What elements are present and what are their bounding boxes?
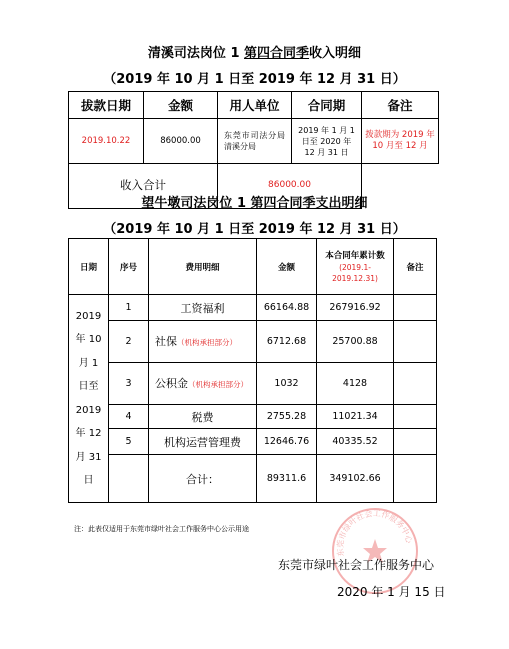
expense-amount: 6712.68 bbox=[257, 321, 317, 363]
expense-date-cell bbox=[69, 295, 109, 503]
expense-header-remark: 备注 bbox=[394, 239, 437, 295]
expense-item: 机构运营管理费 bbox=[149, 429, 257, 455]
expense-date-line: 月 31 bbox=[75, 451, 102, 463]
expense-item-note: （机构承担部分） bbox=[177, 337, 237, 347]
expense-date-line: 2019 bbox=[75, 310, 102, 322]
expense-item: 税费 bbox=[149, 405, 257, 429]
expense-remark bbox=[394, 405, 437, 429]
expense-title-suffix: 支出明细 bbox=[315, 196, 368, 211]
expense-amount: 1032 bbox=[257, 363, 317, 405]
expense-total-row bbox=[69, 455, 437, 503]
income-header-contract: 合同期 bbox=[292, 92, 362, 119]
expense-header-amount: 金额 bbox=[257, 239, 317, 295]
income-total-value: 86000.00 bbox=[218, 164, 362, 209]
income-unit: 东莞市司法分局清溪分局 bbox=[218, 119, 292, 164]
expense-remark bbox=[394, 363, 437, 405]
income-header-date: 拔款日期 bbox=[69, 92, 144, 119]
expense-seq: 1 bbox=[109, 295, 149, 321]
expense-total-amount: 89311.6 bbox=[257, 455, 317, 503]
income-remark: 拨款期为 2019 年 10 月至 12 月 bbox=[362, 119, 439, 164]
expense-item-note: （机构承担部分） bbox=[188, 379, 248, 389]
expense-header-seq: 序号 bbox=[109, 239, 149, 295]
expense-amount: 2755.28 bbox=[257, 405, 317, 429]
expense-item bbox=[149, 321, 257, 363]
expense-header-cumulative bbox=[317, 239, 394, 295]
expense-table bbox=[68, 238, 437, 503]
expense-title-prefix: 望牛墩司法岗位 1 bbox=[141, 196, 251, 211]
expense-total-remark bbox=[394, 455, 437, 503]
expense-title-contract-season: 第四合同季 bbox=[250, 196, 316, 211]
signature-org: 东莞市绿叶社会工作服务中心 bbox=[278, 558, 435, 572]
expense-item bbox=[149, 363, 257, 405]
footnote: 注：此表仅适用于东莞市绿叶社会工作服务中心公示用途 bbox=[74, 525, 249, 533]
expense-date-line: 年 12 bbox=[75, 428, 102, 439]
expense-cumulative: 267916.92 bbox=[317, 295, 394, 321]
signature-date: 2020 年 1 月 15 日 bbox=[337, 585, 446, 599]
income-title-contract-season: 第四合同季 bbox=[244, 46, 310, 61]
income-title-prefix: 清溪司法岗位 1 bbox=[147, 46, 245, 61]
income-table bbox=[68, 91, 439, 209]
income-contract: 2019 年 1 月 1 日至 2020 年 12 月 31 日 bbox=[292, 119, 362, 164]
expense-row-3 bbox=[69, 363, 437, 405]
expense-item: 工资福利 bbox=[149, 295, 257, 321]
income-title-suffix: 收入明细 bbox=[309, 46, 362, 61]
income-header-amount: 金额 bbox=[144, 92, 218, 119]
expense-cumulative: 40335.52 bbox=[317, 429, 394, 455]
income-period: （2019 年 10 月 1 日至 2019 年 12 月 31 日） bbox=[103, 72, 406, 87]
expense-item-name: 公积金 bbox=[155, 376, 188, 390]
expense-period: （2019 年 10 月 1 日至 2019 年 12 月 31 日） bbox=[103, 222, 406, 237]
expense-date-line: 日 bbox=[83, 475, 94, 486]
expense-cumulative: 11021.34 bbox=[317, 405, 394, 429]
income-header-row bbox=[69, 92, 439, 119]
income-header-remark: 备注 bbox=[362, 92, 439, 119]
expense-header-item: 费用明细 bbox=[149, 239, 257, 295]
expense-date-line: 年 10 bbox=[75, 334, 102, 345]
expense-cumulative: 4128 bbox=[317, 363, 394, 405]
expense-seq: 3 bbox=[109, 363, 149, 405]
expense-remark bbox=[394, 295, 437, 321]
income-row bbox=[69, 119, 439, 164]
expense-cumulative: 25700.88 bbox=[317, 321, 394, 363]
expense-total-cumulative: 349102.66 bbox=[317, 455, 394, 503]
income-title bbox=[0, 42, 509, 61]
expense-seq: 5 bbox=[109, 429, 149, 455]
expense-row-1 bbox=[69, 295, 437, 321]
expense-item-name: 社保 bbox=[155, 334, 177, 348]
income-amount: 86000.00 bbox=[144, 119, 218, 164]
income-total-label: 收入合计 bbox=[69, 164, 218, 209]
expense-amount: 66164.88 bbox=[257, 295, 317, 321]
income-header-unit: 用人单位 bbox=[218, 92, 292, 119]
expense-header-date: 日期 bbox=[69, 239, 109, 295]
expense-total-label: 合计： bbox=[149, 455, 257, 503]
expense-total-seq bbox=[109, 455, 149, 503]
expense-seq: 2 bbox=[109, 321, 149, 363]
expense-row-4 bbox=[69, 405, 437, 429]
expense-date-line: 2019 bbox=[75, 404, 102, 416]
expense-header-cumulative-label: 本合同年累计数 bbox=[325, 250, 385, 261]
expense-remark bbox=[394, 429, 437, 455]
expense-row-2 bbox=[69, 321, 437, 363]
expense-date-line: 日至 bbox=[78, 381, 99, 392]
expense-amount: 12646.76 bbox=[257, 429, 317, 455]
expense-row-5 bbox=[69, 429, 437, 455]
expense-date-line: 月 1 bbox=[78, 357, 99, 369]
expense-header-cumulative-range: (2019.1-2019.12.31) bbox=[332, 262, 378, 283]
income-date: 2019.10.22 bbox=[69, 119, 144, 164]
expense-header-row bbox=[69, 239, 437, 295]
expense-seq: 4 bbox=[109, 405, 149, 429]
seal-text: 东莞市绿叶社会工作服务中心 bbox=[335, 508, 414, 557]
expense-title bbox=[0, 192, 509, 211]
expense-remark bbox=[394, 321, 437, 363]
